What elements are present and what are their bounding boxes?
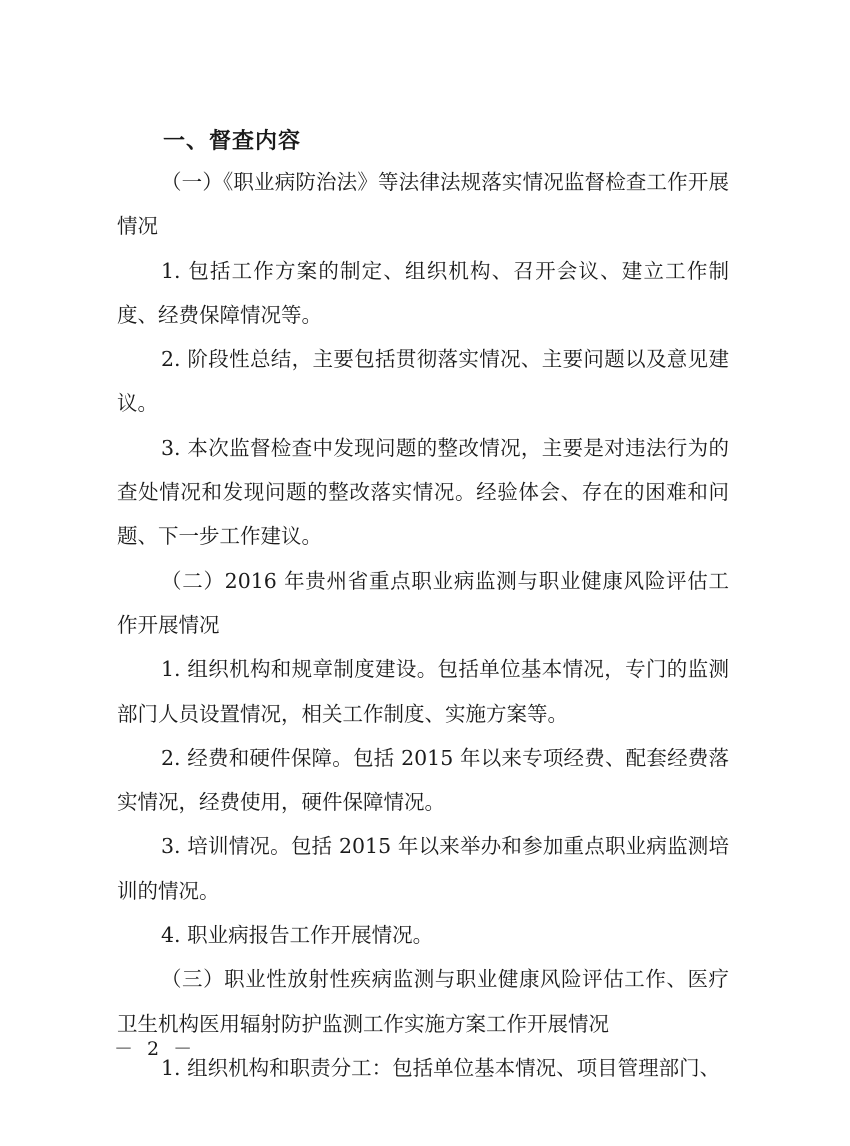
paragraph: 1. 包括工作方案的制定、组织机构、召开会议、建立工作制度、经费保障情况等。: [117, 258, 729, 327]
paragraph: 2. 阶段性总结，主要包括贯彻落实情况、主要问题以及意见建议。: [117, 347, 729, 416]
document-body: [117, 160, 729, 1090]
paragraph: 4. 职业病报告工作开展情况。: [161, 923, 434, 948]
paragraph: 3. 本次监督检查中发现问题的整改情况，主要是对违法行为的查处情况和发现问题的整改落实情况。经验体会、存在的困难和问题、下一步工作建议。: [117, 435, 729, 549]
subsection-heading-2: （二）2016 年贵州省重点职业病监测与职业健康风险评估工作开展情况: [117, 568, 729, 637]
subsection-heading-1: （一）《职业病防治法》等法律法规落实情况监督检查工作开展情况: [117, 170, 729, 239]
paragraph: 1. 组织机构和规章制度建设。包括单位基本情况，专门的监测部门人员设置情况，相关工作制度、实施方案等。: [117, 657, 729, 726]
paragraph: 2. 经费和硬件保障。包括 2015 年以来专项经费、配套经费落实情况，经费使用，硬件保障情况。: [117, 745, 729, 815]
subsection-heading-3: （三）职业性放射性疾病监测与职业健康风险评估工作、医疗卫生机构医用辐射防护监测工作实施方案工作开展情况: [117, 967, 729, 1036]
section-heading: 一、督查内容: [163, 129, 302, 154]
paragraph: 3. 培训情况。包括 2015 年以来举办和参加重点职业病监测培训的情况。: [117, 834, 729, 903]
page-number: － 2 －: [114, 1038, 197, 1060]
paragraph: 1. 组织机构和职责分工：包括单位基本情况、项目管理部门、: [161, 1055, 721, 1080]
